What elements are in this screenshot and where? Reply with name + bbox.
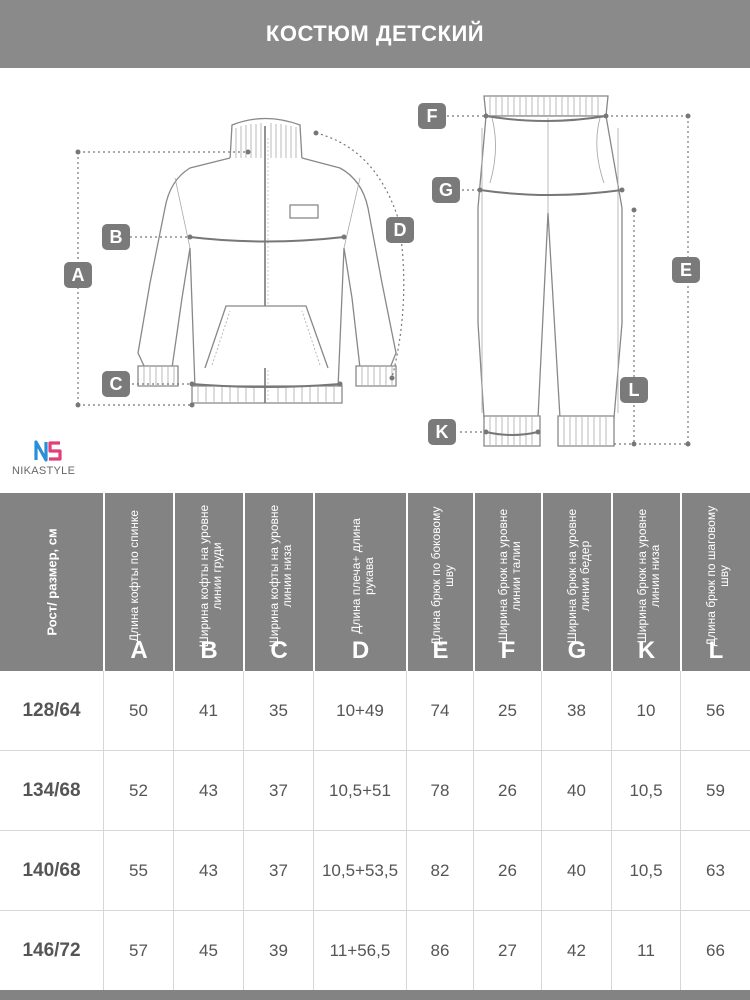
column-header-k xyxy=(611,493,680,671)
badge-d-label: D xyxy=(393,220,407,240)
column-header-letter: A xyxy=(130,637,148,664)
table-row xyxy=(0,751,750,831)
value-cell: 43 xyxy=(173,831,243,911)
brand-name: NIKASTYLE xyxy=(12,465,76,477)
value-cell: 10,5 xyxy=(611,751,680,831)
value-cell: 43 xyxy=(173,751,243,831)
badge-g xyxy=(432,177,460,203)
value-cell: 10,5 xyxy=(611,831,680,911)
value-cell: 40 xyxy=(541,751,611,831)
size-cell: 140/68 xyxy=(22,860,81,881)
value-cell: 10+49 xyxy=(313,671,406,751)
garment-diagram xyxy=(0,68,750,493)
table-bottom-bar xyxy=(0,990,750,1000)
value-cell: 74 xyxy=(406,671,473,751)
badge-k xyxy=(428,419,456,445)
value-cell: 11+56,5 xyxy=(313,911,406,991)
value-cell: 63 xyxy=(680,831,750,911)
column-header-label: Ширина кофты на уровне линии груди xyxy=(197,504,224,648)
value-cell: 10 xyxy=(611,671,680,751)
value-cell: 59 xyxy=(680,751,750,831)
column-header-letter: D xyxy=(351,637,370,664)
badge-b-label: B xyxy=(109,227,123,247)
column-header-label: Ширина брюк на уровне линии низа xyxy=(634,508,662,644)
badge-l xyxy=(620,377,648,403)
badge-e xyxy=(672,257,700,283)
badge-f xyxy=(418,103,446,129)
column-header-label: Ширина брюк на уровне линии талии xyxy=(496,508,523,644)
badge-k-label: K xyxy=(435,422,449,442)
value-cell: 37 xyxy=(243,831,313,911)
column-header-letter: F xyxy=(500,637,516,664)
table-row xyxy=(0,831,750,911)
badge-b xyxy=(102,224,130,250)
size-table xyxy=(0,493,750,1000)
badge-l-label: L xyxy=(628,380,640,400)
size-header-label: Рост/ размер, см xyxy=(44,528,59,636)
badge-a xyxy=(64,262,92,288)
page-title: КОСТЮМ ДЕТСКИЙ xyxy=(265,21,485,46)
badge-g-label: G xyxy=(438,180,454,200)
garment-diagram-svg xyxy=(0,68,750,493)
title-bar xyxy=(0,0,750,68)
size-column-header xyxy=(0,493,103,671)
column-header-label: Длина брюк по боковому шву xyxy=(428,506,456,646)
badge-c xyxy=(102,371,130,397)
value-cell: 66 xyxy=(680,911,750,991)
value-cell: 27 xyxy=(473,911,541,991)
jacket-illustration xyxy=(138,119,396,404)
column-header-letter: B xyxy=(200,637,218,664)
column-header-b xyxy=(173,493,243,671)
column-header-letter: C xyxy=(270,637,288,664)
badge-e-label: E xyxy=(679,260,693,280)
column-header-label: Длина плеча+ длина рукава xyxy=(348,518,376,634)
value-cell: 82 xyxy=(406,831,473,911)
size-cell: 128/64 xyxy=(22,700,81,721)
column-header-l xyxy=(680,493,750,671)
value-cell: 26 xyxy=(473,831,541,911)
value-cell: 42 xyxy=(541,911,611,991)
badge-c-label: C xyxy=(109,374,123,394)
value-cell: 35 xyxy=(243,671,313,751)
value-cell: 25 xyxy=(473,671,541,751)
column-header-letter: E xyxy=(432,637,449,664)
table-header xyxy=(0,493,750,671)
size-cell: 146/72 xyxy=(22,940,81,961)
value-cell: 38 xyxy=(541,671,611,751)
value-cell: 40 xyxy=(541,831,611,911)
column-header-letter: L xyxy=(708,637,724,664)
pants-illustration xyxy=(478,96,622,446)
badge-a-label: A xyxy=(71,265,85,285)
badge-f-label: F xyxy=(426,106,438,126)
column-header-c xyxy=(243,493,313,671)
column-header-g xyxy=(541,493,611,671)
column-header-f xyxy=(473,493,541,671)
value-cell: 86 xyxy=(406,911,473,991)
column-header-a xyxy=(103,493,173,671)
value-cell: 55 xyxy=(103,831,173,911)
table-row xyxy=(0,671,750,751)
column-header-e xyxy=(406,493,473,671)
value-cell: 50 xyxy=(103,671,173,751)
value-cell: 45 xyxy=(173,911,243,991)
column-header-label: Длина брюк по шаговому шву xyxy=(704,505,731,647)
value-cell: 39 xyxy=(243,911,313,991)
value-cell: 10,5+51 xyxy=(313,751,406,831)
value-cell: 41 xyxy=(173,671,243,751)
value-cell: 52 xyxy=(103,751,173,831)
size-cell: 134/68 xyxy=(22,780,81,801)
column-header-label: Ширина брюк на уровне линии бедер xyxy=(565,508,592,644)
value-cell: 56 xyxy=(680,671,750,751)
badge-d xyxy=(386,217,414,243)
ns-logo-icon xyxy=(34,440,62,462)
value-cell: 37 xyxy=(243,751,313,831)
column-header-letter: K xyxy=(637,637,656,664)
column-header-letter: G xyxy=(567,637,587,664)
value-cell: 78 xyxy=(406,751,473,831)
column-header-d xyxy=(313,493,406,671)
table-row xyxy=(0,911,750,991)
value-cell: 26 xyxy=(473,751,541,831)
value-cell: 57 xyxy=(103,911,173,991)
value-cell: 11 xyxy=(611,911,680,991)
value-cell: 10,5+53,5 xyxy=(313,831,406,911)
column-header-label: Ширина кофты на уровне линии низа xyxy=(267,504,294,648)
column-header-label: Длина кофты по спинке xyxy=(127,510,141,642)
